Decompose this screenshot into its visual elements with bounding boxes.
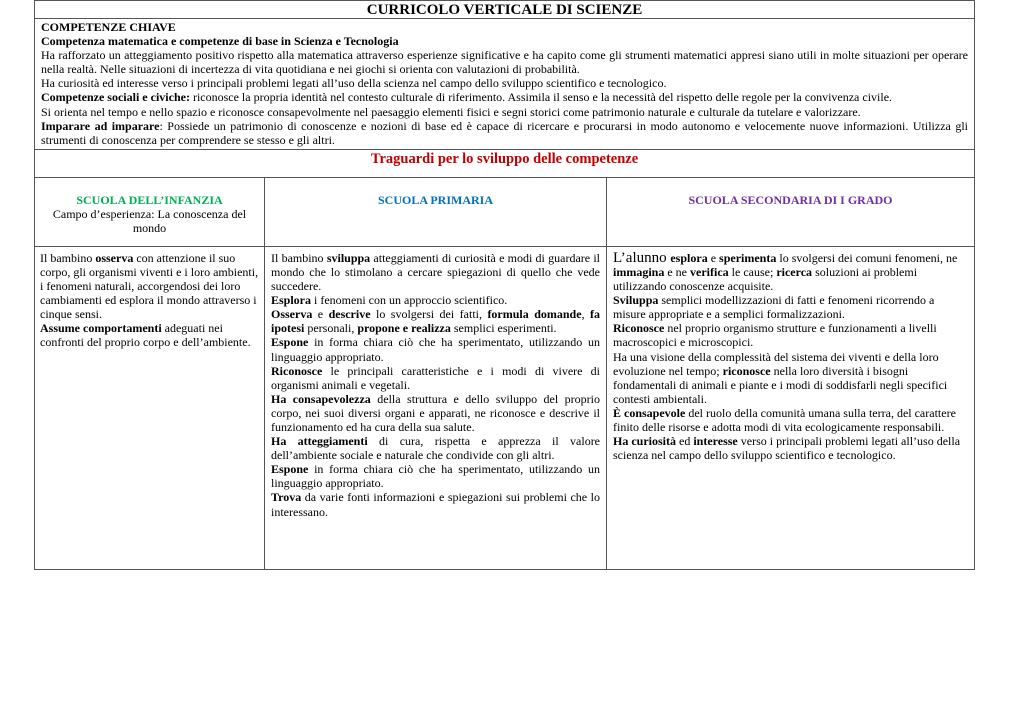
header-secondaria [606,178,974,246]
header-primaria-title: SCUOLA PRIMARIA [377,192,493,207]
primaria-para-9: Trova da varie fonti informazioni e spiegazioni sui problemi che lo interessano. [271,490,600,519]
key-competences-para-2: Ha curiosità ed interesse verso i principali problemi legati all’uso della scienza nel campo dello sviluppo scientifico e tecnologico. [41,76,667,91]
header-primaria [264,178,606,246]
primaria-content [264,247,606,569]
primaria-para-3: Osserva e descrive lo svolgersi dei fatti, formula domande, fa ipotesi personali, propone e realizza semplici esperimenti. [271,307,601,336]
document-title: CURRICOLO VERTICALE DI SCIENZE [35,0,974,18]
secondaria-para-5: È consapevole del ruolo della comunità umana sulla terra, del carattere finito delle risorse e adotta modi di vita ecologicamente responsabili. [613,405,956,434]
key-competences-heading: COMPETENZE CHIAVE [41,20,176,34]
header-infanzia [35,178,264,246]
secondaria-para-4: Ha una visione della complessità del sistema dei viventi e della loro evoluzione nel tempo; riconosce nella loro diversità i bisogni fondamentali di animali e piante e i modi di soddisfarli negli specifici contesti ambientali. [613,349,948,406]
key-competences-para-1: Ha rafforzato un atteggiamento positivo rispetto alla matematica attraverso esperienze significative e ha capito come gli strumenti matematici appresi siano utili in molte situazioni per operare nella realtà. Nelle situazioni di incertezza di vita quotidiana e nei giochi si orienta con valutazioni di probabilità. [41,48,968,77]
secondaria-content [606,247,974,569]
primaria-para-7: Ha atteggiamenti di cura, rispetta e apprezza il valore dell’ambiente sociale e naturale che condivide con gli altri. [271,434,601,463]
secondaria-para-2: Sviluppa semplici modellizzazioni di fatti e fenomeni ricorrendo a misure appropriate e a semplici formalizzazioni. [613,293,935,322]
primaria-para-6: Ha consapevolezza della struttura e dello sviluppo del proprio corpo, nei suoi diversi organi e apparati, ne riconosce e descrive il funzionamento ed ha cura della sua salute. [271,391,600,434]
secondaria-para-6: Ha curiosità ed interesse verso i principali problemi legati all’uso della scienza nel campo dello sviluppo scientifico e tecnologico. [613,434,961,463]
primaria-para-4: Espone in forma chiara ciò che ha sperimentato, utilizzando un linguaggio appropriato. [271,335,600,364]
infanzia-content [35,247,264,569]
key-competences-para-4: Si orienta nel tempo e nello spazio e riconosce consapevolmente nel paesaggio elementi fisici e segni storici come patrimonio naturale e culturale da tutelare e valorizzare. [41,104,861,119]
primaria-para-1: Il bambino sviluppa atteggiamenti di curiosità e modi di guardare il mondo che lo stimolano a cercare spiegazioni di quello che vede succedere. [271,250,601,294]
infanzia-para-2: Assume comportamenti adeguati nei confronti del proprio corpo e dell’ambiente. [40,321,251,350]
infanzia-para-1: Il bambino osserva con attenzione il suo corpo, gli organismi viventi e i loro ambienti, i fenomeni naturali, accorgendosi dei loro cambiamenti ed esplora il mondo attraverso i cinque sensi. [40,250,259,322]
primaria-para-5: Riconosce le principali caratteristiche e i modi di vivere di organismi animali e vegetali. [271,363,600,392]
key-competences-section [35,18,974,149]
traguardi-content [35,246,974,569]
primaria-para-2: Esplora i fenomeni con un approccio scientifico. [271,293,508,308]
key-competences-para-3: Competenze sociali e civiche: riconosce la propria identità nel contesto culturale di riferimento. Assimila il senso e la necessità del rispetto delle regole per la convivenza civile. [41,90,893,105]
header-infanzia-subtitle: Campo d’esperienza: La conoscenza del mondo [52,206,247,235]
header-secondaria-title: SCUOLA SECONDARIA DI I GRADO [688,192,893,207]
school-level-headers [35,177,974,246]
primaria-para-8: Espone in forma chiara ciò che ha sperimentato, utilizzando un linguaggio appropriato. [271,462,600,491]
traguardi-title: Traguardi per lo sviluppo delle competenze [35,149,974,177]
secondaria-para-1: L’alunno esplora e sperimenta lo svolgersi dei comuni fenomeni, ne immagina e ne verifica le cause; ricerca soluzioni ai problemi utilizzando conoscenze acquisite. [613,249,958,294]
secondaria-para-3: Riconosce nel proprio organismo strutture e funzionamenti a livelli macroscopici e microscopici. [613,321,937,350]
header-infanzia-title: SCUOLA DELL’INFANZIA [76,192,223,207]
curriculum-document [34,0,975,570]
key-competences-para-5: Imparare ad imparare: Possiede un patrimonio di conoscenze e nozioni di base ed è capace di ricercare e procurarsi in modo autonomo e velocemente nuove informazioni. Utilizza gli strumenti di conoscenza per comprendere se stesso e gli altri. [41,118,968,147]
key-competences-subheading: Competenza matematica e competenze di base in Scienza e Tecnologia [41,34,399,49]
